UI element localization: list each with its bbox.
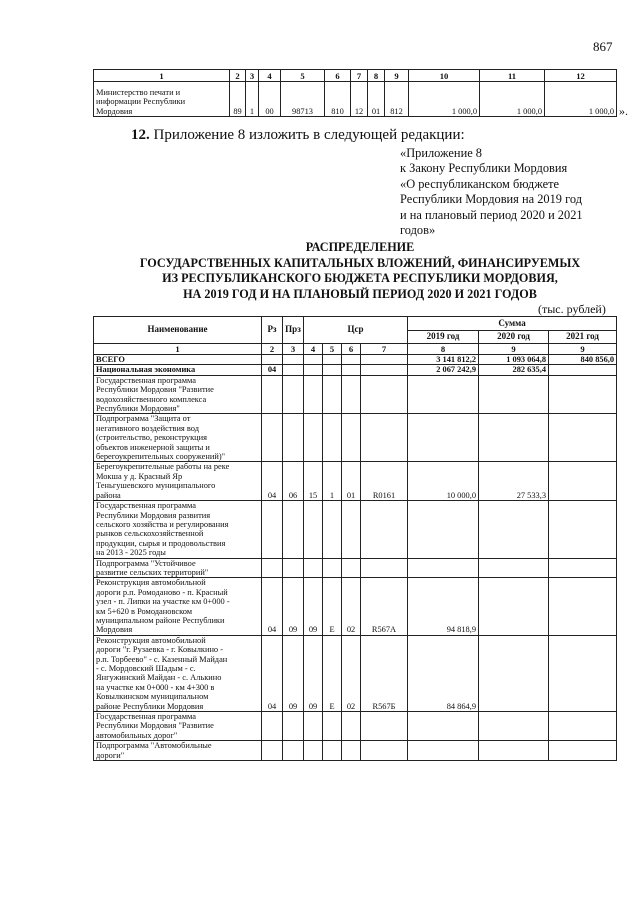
cell-prz [283, 365, 304, 375]
row-name-cell [94, 355, 262, 365]
units-label: (тыс. рублей) [538, 302, 606, 316]
cell-v2020 [479, 635, 549, 711]
header-sum: Сумма [408, 317, 617, 331]
name-line: Республики Мордовия "Развитие [96, 385, 214, 395]
column-number-row [94, 344, 617, 355]
cell-c3 [342, 355, 361, 365]
table-cell: 812 [385, 82, 409, 117]
name-line: Берегоукрепительные работы на реке [96, 462, 230, 472]
name-line: Подпрограмма "Автомобильные [96, 741, 212, 751]
cell-c4 [361, 741, 408, 761]
name-line: Ковылкинском муниципальном [96, 692, 209, 702]
cell-prz [283, 712, 304, 741]
header-cell: 6 [325, 70, 351, 82]
cell-rz [262, 741, 283, 761]
appendix-caption [400, 146, 583, 238]
cell-c2 [323, 365, 342, 375]
cell-v2019: 2 067 242,9 [408, 365, 479, 375]
table-row [94, 712, 617, 741]
caption-line: и на плановый период 2020 и 2021 [400, 207, 583, 222]
table-row [94, 355, 617, 365]
table-cell: 1 [246, 82, 259, 117]
cell-v2020 [479, 501, 549, 558]
col-number: 3 [283, 344, 304, 355]
table-cell: 1 000,0 [545, 82, 617, 117]
cell-c2: Е [323, 578, 342, 635]
row-name-cell [94, 414, 262, 462]
cell-v2020 [479, 375, 549, 414]
name-line: района [96, 490, 121, 500]
cell-c1 [304, 355, 323, 365]
top-continuation-table [93, 69, 617, 117]
item-12-instruction [131, 127, 465, 144]
name-line: Мокша у д. Красный Яр [96, 471, 183, 481]
row-name-cell [94, 462, 262, 501]
name-line: районе Республики Мордовия [96, 701, 204, 711]
cell-c1 [304, 741, 323, 761]
name-line: Мордовия [96, 106, 133, 116]
table-row [94, 375, 617, 414]
name-line: рынков сельскохозяйственной [96, 529, 204, 539]
name-line: (строительство, реконструкция [96, 433, 207, 443]
caption-line: «Приложение 8 [400, 146, 482, 160]
name-line: Национальная экономика [96, 365, 196, 375]
name-line: объектов инженерной защиты и [96, 442, 210, 452]
cell-c3: 02 [342, 635, 361, 711]
col-number: 2 [262, 344, 283, 355]
col-number: 4 [304, 344, 323, 355]
cell-c4 [361, 355, 408, 365]
table-row [94, 501, 617, 558]
row-name-cell [94, 712, 262, 741]
cell-c2 [323, 712, 342, 741]
row-name-cell [94, 578, 262, 635]
caption-line: к Закону Республики Мордовия [400, 161, 568, 176]
cell-prz [283, 501, 304, 558]
cell-rz [262, 355, 283, 365]
capital-investment-table [93, 316, 617, 761]
name-line: развитие сельских территорий" [96, 567, 209, 577]
col-number: 7 [361, 344, 408, 355]
name-line: ВСЕГО [96, 355, 125, 364]
header-cell: 4 [259, 70, 281, 82]
name-line: на 2013 - 2025 годы [96, 548, 166, 558]
header-cell: 9 [385, 70, 409, 82]
row-name-cell [94, 82, 230, 117]
cell-v2021 [549, 712, 617, 741]
page-number: 867 [593, 39, 613, 54]
cell-c2 [323, 375, 342, 414]
cell-c2 [323, 414, 342, 462]
name-line: берегоукрепительных сооружений)" [96, 452, 226, 462]
cell-c2: Е [323, 635, 342, 711]
cell-c3: 01 [342, 462, 361, 501]
name-line: муниципальном районе Республики [96, 615, 225, 625]
name-line: р.п. Торбеево" - с. Казенный Майдан [96, 654, 228, 664]
item-number: 12. [131, 127, 150, 143]
name-line: Реконструкция автомобильной [96, 635, 206, 645]
cell-v2019: 94 818,9 [408, 578, 479, 635]
header-cell: 8 [368, 70, 385, 82]
table-cell: 89 [230, 82, 246, 117]
cell-v2021 [549, 414, 617, 462]
cell-c3 [342, 741, 361, 761]
name-line: узел - п. Липки на участке км 0+000 - [96, 597, 230, 607]
caption-line: «О республиканском бюджете [400, 176, 560, 191]
cell-c4: R0161 [361, 462, 408, 501]
closing-quote: ». [619, 104, 628, 118]
cell-v2019: 10 000,0 [408, 462, 479, 501]
cell-c1 [304, 375, 323, 414]
name-line: км 5+620 в Ромодановском [96, 606, 193, 616]
cell-v2021 [549, 741, 617, 761]
cell-c4 [361, 375, 408, 414]
header-cell: 1 [94, 70, 230, 82]
cell-c1: 15 [304, 462, 323, 501]
table-row [94, 82, 617, 117]
row-name-cell [94, 375, 262, 414]
header-prz: Прз [283, 317, 304, 344]
row-name-cell [94, 558, 262, 578]
name-line: Мордовия [96, 625, 133, 635]
cell-v2019 [408, 741, 479, 761]
cell-v2021 [549, 501, 617, 558]
cell-rz: 04 [262, 462, 283, 501]
name-line: дороги" [96, 750, 125, 760]
row-name-cell [94, 501, 262, 558]
table-body [94, 355, 617, 761]
cell-c1: 09 [304, 578, 323, 635]
cell-v2019: 84 864,9 [408, 635, 479, 711]
cell-rz [262, 375, 283, 414]
table-cell: 12 [351, 82, 368, 117]
top-table-header [94, 70, 617, 82]
cell-v2020 [479, 558, 549, 578]
header-csr: Цср [304, 317, 408, 344]
header-cell: 5 [281, 70, 325, 82]
cell-c4: R567А [361, 578, 408, 635]
cell-c4 [361, 414, 408, 462]
row-name-cell [94, 741, 262, 761]
table-row [94, 462, 617, 501]
cell-c2 [323, 558, 342, 578]
header-cell: 11 [480, 70, 545, 82]
header-name: Наименование [94, 317, 262, 344]
table-cell: 98713 [281, 82, 325, 117]
cell-prz [283, 355, 304, 365]
table-cell: 1 000,0 [480, 82, 545, 117]
table-row [94, 635, 617, 711]
row-name-cell [94, 365, 262, 375]
name-line: Янгужинский Майдан - с. Алькино [96, 673, 222, 683]
name-line: на участке км 0+000 - км 4+300 в [96, 682, 215, 692]
cell-prz [283, 741, 304, 761]
cell-v2020: 1 093 064,8 [479, 355, 549, 365]
table-row [94, 741, 617, 761]
cell-prz: 09 [283, 578, 304, 635]
cell-v2019 [408, 375, 479, 414]
cell-c4 [361, 365, 408, 375]
table-cell: 01 [368, 82, 385, 117]
table-cell: 810 [325, 82, 351, 117]
cell-rz: 04 [262, 365, 283, 375]
name-line: Республики Мордовия" [96, 404, 180, 414]
table-header-row [94, 317, 617, 331]
cell-c3 [342, 501, 361, 558]
cell-c1 [304, 414, 323, 462]
name-line: сельского хозяйства и регулирования [96, 519, 229, 529]
table-cell: 00 [259, 82, 281, 117]
col-number: 9 [549, 344, 617, 355]
name-line: Подпрограмма "Защита от [96, 414, 191, 424]
cell-rz [262, 501, 283, 558]
header-cell: 3 [246, 70, 259, 82]
name-line: Реконструкция автомобильной [96, 578, 206, 588]
cell-v2019 [408, 712, 479, 741]
cell-rz [262, 558, 283, 578]
header-cell: 7 [351, 70, 368, 82]
cell-c4 [361, 558, 408, 578]
header-2020: 2020 год [479, 330, 549, 344]
cell-c2: 1 [323, 462, 342, 501]
cell-c1 [304, 365, 323, 375]
name-line: дороги р.п. Ромоданово - п. Красный [96, 587, 228, 597]
name-line: автомобильных дорог" [96, 730, 178, 740]
col-number: 6 [342, 344, 361, 355]
cell-c3 [342, 414, 361, 462]
row-name-cell [94, 635, 262, 711]
cell-c2 [323, 501, 342, 558]
table-row [94, 578, 617, 635]
cell-rz: 04 [262, 578, 283, 635]
name-line: информации Республики [96, 97, 186, 107]
cell-c2 [323, 741, 342, 761]
title-line-1: РАСПРЕДЕЛЕНИЕ [305, 240, 415, 254]
cell-c3 [342, 712, 361, 741]
col-number: 8 [408, 344, 479, 355]
caption-line: годов» [400, 223, 436, 238]
cell-prz [283, 375, 304, 414]
col-number: 1 [94, 344, 262, 355]
col-number: 5 [323, 344, 342, 355]
name-line: негативного воздействия вод [96, 423, 199, 433]
cell-c3 [342, 558, 361, 578]
cell-c3: 02 [342, 578, 361, 635]
cell-c1: 09 [304, 635, 323, 711]
name-line: дороги "г. Рузаевка - г. Ковылкино - [96, 645, 224, 655]
cell-rz [262, 712, 283, 741]
name-line: - с. Мордовский Шадым - с. [96, 664, 196, 673]
name-line: продукции, сырья и продовольствия [96, 538, 226, 548]
item-text: Приложение 8 изложить в следующей редакции: [153, 127, 465, 143]
header-2019: 2019 год [408, 330, 479, 344]
cell-rz: 04 [262, 635, 283, 711]
cell-v2021 [549, 558, 617, 578]
name-line: Государственная программа [96, 712, 197, 722]
cell-prz: 09 [283, 635, 304, 711]
cell-v2020 [479, 578, 549, 635]
header-cell: 12 [545, 70, 617, 82]
title-line-4: НА 2019 ГОД И НА ПЛАНОВЫЙ ПЕРИОД 2020 И 2021 ГОДОВ [183, 287, 537, 301]
table-row [94, 558, 617, 578]
cell-c2 [323, 355, 342, 365]
name-line: водохозяйственного комплекса [96, 394, 207, 404]
name-line: Министерство печати и [96, 87, 181, 97]
cell-v2021 [549, 375, 617, 414]
cell-c3 [342, 365, 361, 375]
cell-v2021 [549, 365, 617, 375]
col-number: 9 [479, 344, 549, 355]
cell-v2019 [408, 414, 479, 462]
name-line: Теньгушевского муниципального [96, 481, 216, 491]
cell-rz [262, 414, 283, 462]
cell-c1 [304, 501, 323, 558]
header-2021: 2021 год [549, 330, 617, 344]
header-cell: 2 [230, 70, 246, 82]
cell-v2021 [549, 462, 617, 501]
header-rz: Рз [262, 317, 283, 344]
cell-v2020: 282 635,4 [479, 365, 549, 375]
cell-v2021: 840 856,0 [549, 355, 617, 365]
name-line: Государственная программа [96, 375, 197, 385]
cell-v2020: 27 533,3 [479, 462, 549, 501]
title-line-3: ИЗ РЕСПУБЛИКАНСКОГО БЮДЖЕТА РЕСПУБЛИКИ МОРДОВИЯ, [162, 271, 558, 285]
cell-c1 [304, 712, 323, 741]
table-row [94, 365, 617, 375]
cell-c1 [304, 558, 323, 578]
name-line: Республики Мордовия "Развитие [96, 721, 214, 731]
name-line: Республики Мордовия развития [96, 510, 211, 520]
cell-v2021 [549, 635, 617, 711]
cell-v2020 [479, 712, 549, 741]
cell-v2019 [408, 558, 479, 578]
cell-v2020 [479, 741, 549, 761]
cell-prz: 06 [283, 462, 304, 501]
caption-line: Республики Мордовия на 2019 год [400, 192, 582, 207]
table-row [94, 414, 617, 462]
cell-c4 [361, 712, 408, 741]
name-line: Подпрограмма "Устойчивое [96, 558, 196, 568]
name-line: Государственная программа [96, 501, 197, 511]
cell-v2019 [408, 501, 479, 558]
header-cell: 10 [409, 70, 480, 82]
cell-c4 [361, 501, 408, 558]
table-cell: 1 000,0 [409, 82, 480, 117]
cell-v2019: 3 141 812,2 [408, 355, 479, 365]
cell-v2020 [479, 414, 549, 462]
cell-v2021 [549, 578, 617, 635]
cell-prz [283, 414, 304, 462]
cell-c4: R567Б [361, 635, 408, 711]
cell-prz [283, 558, 304, 578]
title-line-2: ГОСУДАРСТВЕННЫХ КАПИТАЛЬНЫХ ВЛОЖЕНИЙ, ФИНАНСИРУЕМЫХ [139, 256, 581, 270]
cell-c3 [342, 375, 361, 414]
